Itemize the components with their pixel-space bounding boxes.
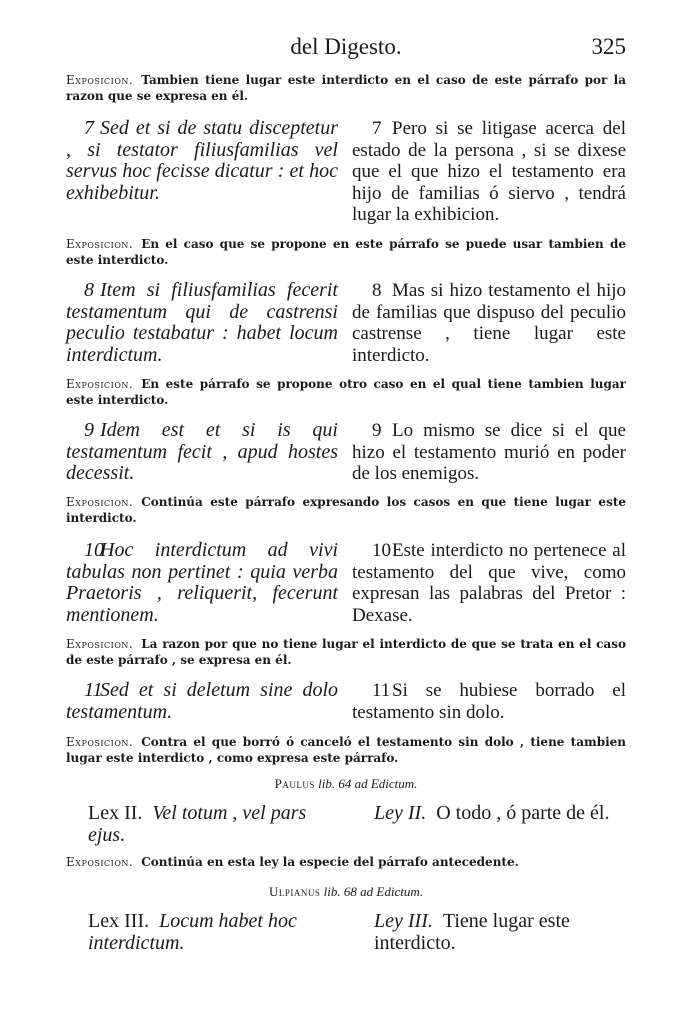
spanish-text (352, 118, 626, 226)
paragraph-number-es: 8 (372, 280, 382, 301)
attribution-author: Paulus (274, 776, 315, 791)
spanish-body: Este interdicto no pertenece al testamento del que vive, como expresan las palabras del Pretor : Dexase. (352, 540, 626, 626)
paragraph-number-es: 9 (372, 420, 382, 441)
latin-body: Item si filiusfamilias fecerit testamentum qui de castrensi peculio testabatur : habet locum interdictum. (66, 279, 338, 366)
attribution-source: lib. 64 ad Edictum. (318, 776, 418, 791)
paragraph-number-es: 10 (372, 540, 391, 561)
exposicion-note (66, 734, 626, 766)
latin-body: Sed et si de statu disceptetur , si testator filiusfamilias vel servus hoc fecisse dicatur : et hoc exhibebitur. (66, 117, 338, 204)
ley-spanish-body: Tiene lugar este interdicto. (374, 910, 570, 954)
source-attribution (66, 884, 626, 900)
spanish-text (352, 540, 626, 626)
paragraph-number-es: 7 (372, 118, 382, 139)
exposicion-note (66, 236, 626, 268)
latin-text (66, 540, 338, 626)
attribution-author: Ulpianus (269, 884, 321, 899)
exposicion-label: Exposicion. (66, 637, 134, 651)
exposicion-text: En este párrafo se propone otro caso en el qual tiene tambien lugar este interdicto. (66, 377, 626, 407)
exposicion-text: Continúa este párrafo expresando los casos en que tiene lugar este interdicto. (66, 495, 626, 525)
ley-label: Ley III. (374, 910, 433, 932)
lex-latin (88, 802, 338, 846)
latin-text (66, 118, 338, 204)
spanish-body: Lo mismo se dice si el que hizo el testamento murió en poder de los enemigos. (352, 420, 626, 484)
exposicion-note (66, 494, 626, 526)
paragraph-number-es: 11 (372, 680, 391, 701)
paragraph-number: 7 (84, 117, 94, 139)
latin-text (66, 680, 338, 723)
attribution-source: lib. 68 ad Edictum. (323, 884, 423, 899)
exposicion-text: Contra el que borró ó canceló el testamento sin dolo , tiene tambien lugar este interdicto , como expresa este párrafo. (66, 735, 626, 765)
latin-text (66, 280, 338, 366)
latin-body: Sed et si deletum sine dolo testamentum. (66, 679, 338, 723)
exposicion-text: En el caso que se propone en este párrafo se puede usar tambien de este interdicto. (66, 237, 626, 267)
exposicion-note (66, 636, 626, 668)
page-number: 325 (591, 34, 626, 59)
running-title: del Digesto. (290, 34, 402, 59)
exposicion-label: Exposicion. (66, 735, 134, 749)
exposicion-note (66, 854, 626, 870)
lex-latin (88, 910, 338, 954)
paragraph-number: 8 (84, 279, 94, 301)
paragraph-number: 11 (84, 679, 103, 701)
ley-spanish (374, 802, 626, 824)
exposicion-note (66, 376, 626, 408)
exposicion-text: Tambien tiene lugar este interdicto en el caso de este párrafo por la razon que se expresa en él. (66, 73, 626, 103)
spanish-text (352, 280, 626, 366)
exposicion-text: Continúa en esta ley la especie del párrafo antecedente. (141, 855, 519, 869)
lex-latin-body: Locum habet hoc interdictum. (88, 910, 297, 954)
exposicion-label: Exposicion. (66, 73, 134, 87)
spanish-body: Si se hubiese borrado el testamento sin dolo. (352, 680, 626, 723)
paragraph-number: 10 (84, 539, 104, 561)
exposicion-note (66, 72, 626, 104)
lex-label: Lex III. (88, 910, 150, 932)
exposicion-text: La razon por que no tiene lugar el interdicto de que se trata en el caso de este párrafo , se expresa en él. (66, 637, 626, 667)
exposicion-label: Exposicion. (66, 495, 134, 509)
page-header (66, 34, 626, 64)
spanish-body: Pero si se litigase acerca del estado de la persona , si se dixese que el que hizo el testamento era hijo de familias ó siervo , tendrá lugar la exhibicion. (352, 118, 626, 225)
ley-label: Ley II. (374, 802, 427, 824)
exposicion-label: Exposicion. (66, 237, 134, 251)
exposicion-label: Exposicion. (66, 377, 134, 391)
lex-label: Lex II. (88, 802, 143, 824)
lex-latin-body: Vel totum , vel pars ejus. (88, 802, 307, 846)
latin-text (66, 420, 338, 485)
latin-body: Idem est et si is qui testamentum fecit , apud hostes decessit. (66, 419, 338, 484)
exposicion-label: Exposicion. (66, 855, 134, 869)
ley-spanish (374, 910, 626, 954)
spanish-body: Mas si hizo testamento el hijo de familias que dispuso del peculio castrense , tiene lugar este interdicto. (352, 280, 626, 366)
paragraph-number: 9 (84, 419, 94, 441)
source-attribution (66, 776, 626, 792)
spanish-text (352, 680, 626, 723)
latin-body: Hoc interdictum ad vivi tabulas non pertinet : quia verba Praetoris , reliquerit, fecerunt mentionem. (66, 539, 338, 626)
spanish-text (352, 420, 626, 485)
ley-spanish-body: O todo , ó parte de él. (436, 802, 610, 824)
